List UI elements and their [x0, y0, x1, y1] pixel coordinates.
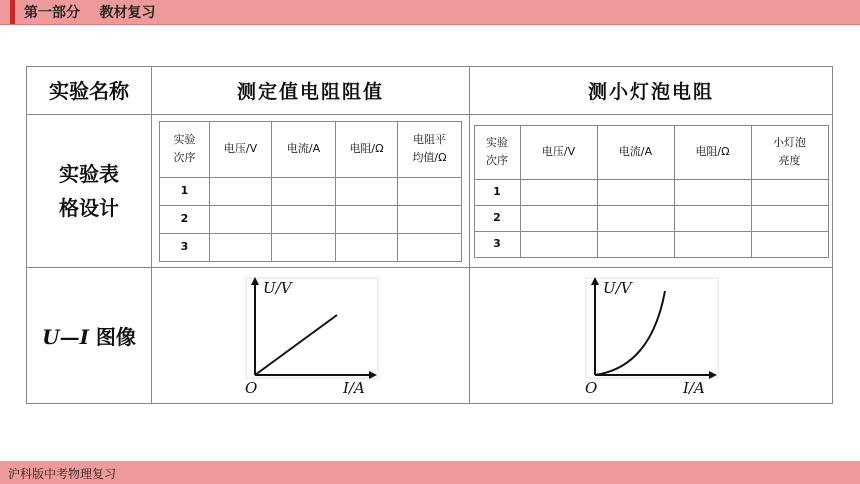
- cell-graph-label: [27, 268, 152, 404]
- title-bulb-resistance: 测小灯泡电阻: [587, 81, 714, 103]
- cell-name-label: [27, 67, 152, 115]
- data-cell: [398, 205, 462, 233]
- data-cell: [210, 205, 272, 233]
- data-cell: [272, 177, 336, 205]
- data-cell: [336, 205, 398, 233]
- x-axis-label: I/A: [683, 378, 705, 395]
- origin-label: O: [585, 378, 598, 395]
- y-axis-label: U/V: [603, 278, 632, 297]
- label-ui-graph: U—I 图像: [42, 325, 136, 349]
- header-brightness: 小灯泡 亮度: [751, 125, 828, 179]
- footer-bar: [0, 461, 860, 484]
- trial-number: 3: [474, 231, 520, 257]
- header-trial-order: 实验 次序: [160, 121, 210, 177]
- ui-line: [255, 315, 337, 375]
- header-accent-stripe: [10, 0, 15, 24]
- cell-left-table: [152, 115, 470, 268]
- inner-header-row: [474, 125, 828, 179]
- trial-number: 3: [160, 233, 210, 261]
- label-design-line2: 格设计: [59, 196, 119, 220]
- page-title: 第一部分 教材复习: [24, 5, 156, 21]
- data-cell: [597, 205, 674, 231]
- header-current: 电流/A: [272, 121, 336, 177]
- trial-number: 1: [160, 177, 210, 205]
- data-cell: [520, 179, 597, 205]
- cell-graph-left: [152, 268, 470, 404]
- header-resistance: 电阻/Ω: [336, 121, 398, 177]
- data-cell: [751, 205, 828, 231]
- data-cell: [336, 177, 398, 205]
- label-design-line1: 实验表: [59, 162, 119, 186]
- experiment-table: [26, 66, 833, 404]
- cell-graph-right: [470, 268, 833, 404]
- data-cell: [751, 231, 828, 257]
- data-cell: [520, 205, 597, 231]
- bulb-data-table: [474, 125, 829, 258]
- header-trial-order: 实验 次序: [474, 125, 520, 179]
- data-cell: [210, 177, 272, 205]
- data-cell: [674, 205, 751, 231]
- table-row: [160, 233, 462, 261]
- header-current: 电流/A: [597, 125, 674, 179]
- data-cell: [597, 231, 674, 257]
- cell-design-label: [27, 115, 152, 268]
- data-cell: [336, 233, 398, 261]
- table-row: [160, 177, 462, 205]
- table-row: [474, 179, 828, 205]
- header-voltage: 电压/V: [520, 125, 597, 179]
- header-voltage: 电压/V: [210, 121, 272, 177]
- origin-label: O: [244, 378, 257, 395]
- x-axis-label: I/A: [342, 378, 365, 395]
- data-cell: [520, 231, 597, 257]
- table-row: [474, 205, 828, 231]
- data-cell: [272, 205, 336, 233]
- ui-curve: [595, 291, 665, 375]
- y-axis-label: U/V: [262, 278, 292, 297]
- inner-header-row: [160, 121, 462, 177]
- table-row: [160, 205, 462, 233]
- ui-graph-linear: [243, 277, 379, 395]
- label-experiment-name: 实验名称: [49, 78, 129, 103]
- table-row: [474, 231, 828, 257]
- trial-number: 1: [474, 179, 520, 205]
- ui-graph-curve: [583, 277, 719, 395]
- data-cell: [398, 233, 462, 261]
- data-cell: [674, 231, 751, 257]
- footer-text: 沪科版中考物理复习: [8, 467, 117, 481]
- data-cell: [210, 233, 272, 261]
- header-resistance: 电阻/Ω: [674, 125, 751, 179]
- data-cell: [597, 179, 674, 205]
- trial-number: 2: [160, 205, 210, 233]
- header-bar: [0, 0, 860, 25]
- title-fixed-resistor: 测定值电阻阻值: [236, 81, 384, 103]
- cell-title-right: [470, 67, 833, 115]
- data-cell: [272, 233, 336, 261]
- data-cell: [674, 179, 751, 205]
- cell-right-table: [470, 115, 833, 268]
- graph-row: [27, 268, 833, 404]
- trial-number: 2: [474, 205, 520, 231]
- data-cell: [398, 177, 462, 205]
- design-row: [27, 115, 833, 268]
- header-row: [27, 67, 833, 115]
- header-avg-resistance: 电阻平 均值/Ω: [398, 121, 462, 177]
- cell-title-left: [152, 67, 470, 115]
- fixed-resistor-data-table: [159, 121, 462, 262]
- data-cell: [751, 179, 828, 205]
